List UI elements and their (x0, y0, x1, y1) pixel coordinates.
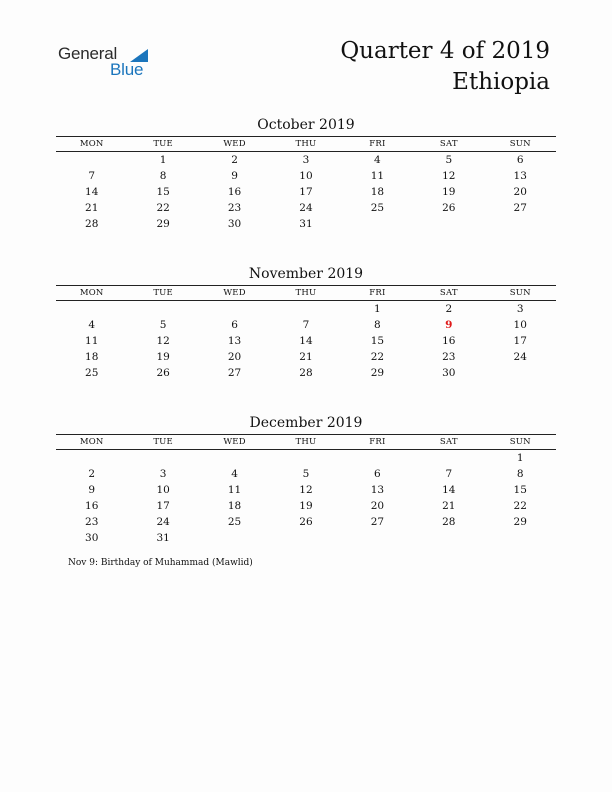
day-cell: 17 (513, 335, 527, 347)
empty-day-cell (199, 450, 270, 466)
empty-day-cell (342, 530, 413, 546)
empty-day-cell (413, 216, 484, 232)
day-cell: 15 (513, 484, 527, 496)
empty-day-cell (270, 450, 341, 466)
day-cell: 26 (442, 202, 456, 214)
day-cell: 10 (299, 170, 313, 182)
day-cell: 1 (159, 154, 167, 166)
day-cell: 13 (370, 484, 385, 496)
empty-day-cell (127, 450, 198, 466)
day-cell: 23 (85, 516, 99, 528)
day-cell: 6 (374, 468, 381, 480)
weekday-sun: SUN (509, 437, 531, 447)
empty-day-cell (485, 216, 556, 232)
weekday-thu: THU (295, 139, 317, 149)
weekday-thu: THU (295, 437, 317, 447)
day-cell: 7 (302, 319, 310, 331)
logo-text-blue: Blue (110, 60, 144, 79)
day-cell: 21 (442, 500, 456, 512)
week-row (56, 168, 556, 184)
weekday-sat: SAT (439, 437, 458, 447)
empty-day-cell (413, 450, 484, 466)
day-cell: 3 (159, 468, 167, 480)
week-row (56, 365, 556, 381)
empty-day-cell (270, 301, 341, 317)
day-cell: 18 (370, 186, 385, 198)
week-row (56, 349, 556, 365)
day-cell: 16 (442, 335, 456, 347)
day-cell: 13 (227, 335, 242, 347)
week-row (56, 333, 556, 349)
weekday-header (56, 286, 556, 301)
day-cell: 4 (374, 154, 381, 166)
day-cell: 19 (299, 500, 313, 512)
day-cell: 7 (445, 468, 453, 480)
calendar-grid (56, 434, 556, 546)
week-row (56, 498, 556, 514)
empty-day-cell (485, 365, 556, 381)
empty-day-cell (199, 301, 270, 317)
week-row (56, 317, 556, 333)
day-cell: 24 (156, 516, 170, 528)
page-title (340, 36, 550, 98)
day-cell: 6 (516, 154, 524, 166)
day-cell: 2 (445, 303, 453, 315)
week-row (56, 200, 556, 216)
day-cell: 30 (85, 532, 99, 544)
weekday-fri: FRI (369, 437, 386, 447)
month-november (56, 265, 556, 381)
weeks-container (56, 450, 556, 546)
day-cell: 27 (370, 516, 385, 528)
day-cell: 5 (302, 468, 310, 480)
day-cell: 19 (442, 186, 456, 198)
day-cell: 10 (513, 319, 527, 331)
generalblue-logo (58, 44, 158, 80)
day-cell: 11 (227, 484, 242, 496)
day-cell: 12 (299, 484, 313, 496)
weeks-container (56, 152, 556, 232)
calendar-grid (56, 285, 556, 381)
day-cell: 29 (513, 516, 527, 528)
day-cell: 31 (299, 218, 313, 230)
day-cell: 14 (85, 186, 99, 198)
day-cell: 18 (85, 351, 99, 363)
day-cell: 17 (299, 186, 313, 198)
empty-day-cell (270, 530, 341, 546)
day-cell: 20 (370, 500, 385, 512)
weekday-fri: FRI (369, 139, 386, 149)
week-row (56, 450, 556, 466)
day-cell: 28 (442, 516, 456, 528)
weeks-container (56, 301, 556, 381)
weekday-fri: FRI (369, 288, 386, 298)
day-cell: 3 (302, 154, 310, 166)
day-cell: 16 (85, 500, 99, 512)
day-cell: 24 (513, 351, 527, 363)
day-cell: 28 (85, 218, 99, 230)
day-cell: 19 (156, 351, 170, 363)
day-cell: 22 (156, 202, 170, 214)
weekday-header (56, 435, 556, 450)
day-cell: 4 (231, 468, 238, 480)
week-row (56, 184, 556, 200)
day-cell: 8 (159, 170, 167, 182)
empty-day-cell (342, 216, 413, 232)
holiday-day-cell: 9 (445, 319, 453, 331)
month-title: October 2019 (257, 117, 355, 133)
weekday-sat: SAT (439, 288, 458, 298)
week-row (56, 514, 556, 530)
day-cell: 31 (156, 532, 170, 544)
day-cell: 15 (370, 335, 385, 347)
week-row (56, 216, 556, 232)
weekday-mon: MON (79, 139, 104, 149)
day-cell: 26 (299, 516, 313, 528)
month-december (56, 414, 556, 546)
weekday-tue: TUE (153, 437, 173, 447)
day-cell: 9 (231, 170, 238, 182)
day-cell: 23 (442, 351, 456, 363)
weekday-sun: SUN (509, 139, 531, 149)
day-cell: 12 (442, 170, 456, 182)
day-cell: 10 (156, 484, 170, 496)
day-cell: 11 (85, 335, 99, 347)
weekday-tue: TUE (153, 139, 173, 149)
day-cell: 24 (299, 202, 313, 214)
week-row (56, 301, 556, 317)
day-cell: 8 (374, 319, 381, 331)
day-cell: 18 (227, 500, 242, 512)
week-row (56, 466, 556, 482)
day-cell: 21 (85, 202, 99, 214)
weekday-tue: TUE (153, 288, 173, 298)
day-cell: 9 (88, 484, 96, 496)
day-cell: 22 (370, 351, 385, 363)
weekday-mon: MON (79, 288, 104, 298)
day-cell: 29 (156, 218, 170, 230)
weekday-header (56, 137, 556, 152)
month-title: November 2019 (248, 266, 364, 282)
day-cell: 5 (445, 154, 453, 166)
weekday-wed: WED (223, 437, 246, 447)
day-cell: 29 (370, 367, 385, 379)
day-cell: 30 (442, 367, 456, 379)
month-october (56, 116, 556, 232)
day-cell: 1 (374, 303, 381, 315)
logo-text-general: General (58, 44, 118, 63)
empty-day-cell (413, 530, 484, 546)
day-cell: 25 (370, 202, 385, 214)
calendar-grid (56, 136, 556, 232)
day-cell: 8 (516, 468, 524, 480)
day-cell: 14 (442, 484, 456, 496)
day-cell: 12 (156, 335, 170, 347)
day-cell: 2 (88, 468, 96, 480)
day-cell: 21 (299, 351, 313, 363)
day-cell: 16 (227, 186, 242, 198)
day-cell: 6 (231, 319, 238, 331)
week-row (56, 482, 556, 498)
day-cell: 23 (227, 202, 242, 214)
weekday-sun: SUN (509, 288, 531, 298)
title-country: Ethiopia (452, 69, 550, 95)
day-cell: 17 (156, 500, 170, 512)
empty-day-cell (485, 530, 556, 546)
day-cell: 11 (370, 170, 385, 182)
day-cell: 5 (159, 319, 167, 331)
empty-day-cell (56, 450, 127, 466)
day-cell: 20 (513, 186, 527, 198)
day-cell: 13 (513, 170, 527, 182)
weekday-thu: THU (295, 288, 317, 298)
holiday-note: Nov 9: Birthday of Muhammad (Mawlid) (68, 558, 253, 568)
month-title: December 2019 (249, 415, 363, 431)
week-row (56, 530, 556, 546)
day-cell: 27 (227, 367, 242, 379)
day-cell: 3 (516, 303, 524, 315)
day-cell: 14 (299, 335, 313, 347)
empty-day-cell (127, 301, 198, 317)
empty-day-cell (56, 301, 127, 317)
day-cell: 2 (231, 154, 238, 166)
empty-day-cell (56, 152, 127, 168)
day-cell: 25 (85, 367, 99, 379)
weekday-wed: WED (223, 288, 246, 298)
empty-day-cell (342, 450, 413, 466)
day-cell: 30 (227, 218, 242, 230)
day-cell: 15 (156, 186, 170, 198)
day-cell: 4 (88, 319, 96, 331)
day-cell: 27 (513, 202, 527, 214)
day-cell: 7 (88, 170, 96, 182)
day-cell: 26 (156, 367, 170, 379)
day-cell: 1 (516, 452, 524, 464)
weekday-wed: WED (223, 139, 246, 149)
day-cell: 25 (227, 516, 242, 528)
week-row (56, 152, 556, 168)
day-cell: 22 (513, 500, 527, 512)
empty-day-cell (199, 530, 270, 546)
title-quarter: Quarter 4 of 2019 (340, 38, 550, 64)
day-cell: 28 (299, 367, 313, 379)
day-cell: 20 (227, 351, 242, 363)
weekday-mon: MON (79, 437, 104, 447)
weekday-sat: SAT (439, 139, 458, 149)
